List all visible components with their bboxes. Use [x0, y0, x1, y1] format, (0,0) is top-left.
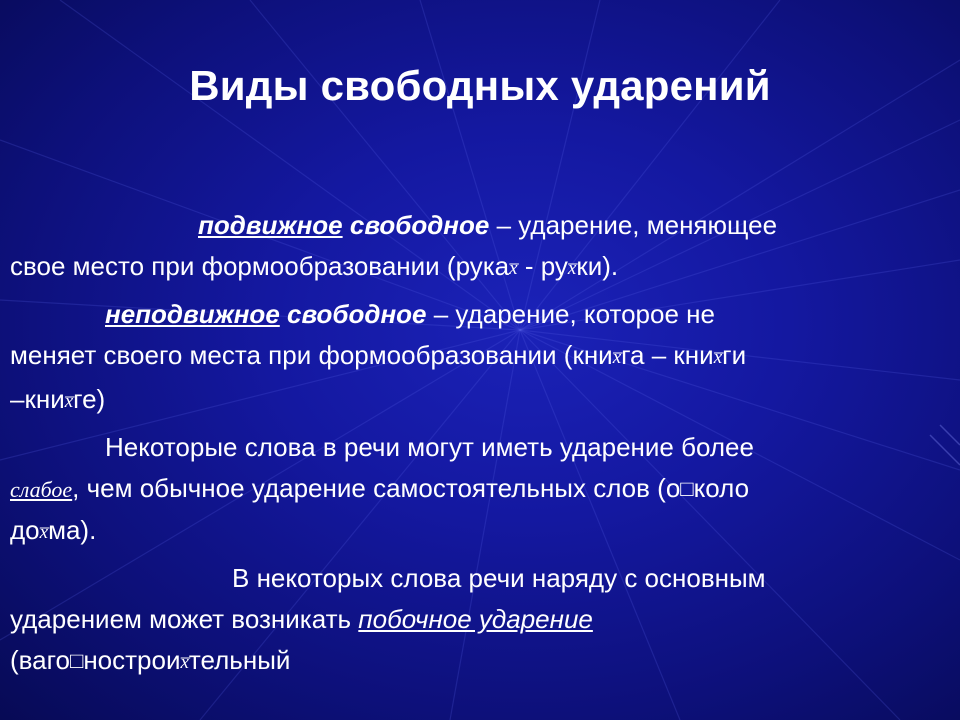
example-1b: ки). [576, 251, 619, 281]
slide-body [10, 205, 940, 688]
example-4b: нострои [83, 645, 181, 675]
paragraph-weak-stress [10, 427, 940, 554]
stress-mark: x̅ [713, 347, 723, 368]
paragraph-mobile-stress [10, 205, 940, 290]
example-3c: ма). [48, 515, 97, 545]
text-4a: В некоторых слова речи наряду с основным [232, 563, 766, 593]
stress-mark: x̅ [64, 391, 74, 412]
example-2a: га – кни [621, 340, 714, 370]
text-4b: ударением может возникать [10, 604, 359, 634]
definition-1a: – ударение, меняющее [489, 210, 778, 240]
missing-glyph-box: □ [680, 476, 694, 501]
paragraph-fixed-stress [10, 294, 940, 423]
definition-2b: меняет своего места при формообразовании (кни [10, 340, 613, 370]
term-fixed: неподвижное [105, 299, 280, 329]
term-mobile: подвижное [198, 210, 343, 240]
example-3b: до [10, 515, 40, 545]
example-3a: коло [693, 473, 750, 503]
text-3b: , чем обычное ударение самостоятельных слов (о [72, 473, 681, 503]
definition-1b: свое место при формообразовании (рука [10, 251, 510, 281]
example-4a: (ваго [10, 645, 71, 675]
term-free-1: свободное [349, 210, 490, 240]
example-4c: тельный [188, 645, 291, 675]
example-2b: ги [722, 340, 747, 370]
example-2d: ге) [73, 384, 106, 414]
stress-mark: x̅ [612, 347, 622, 368]
slide-title: Виды свободных ударений [189, 62, 771, 109]
example-2c: –кни [10, 384, 65, 414]
definition-2a: – ударение, которое не [426, 299, 715, 329]
stress-mark: x̅ [39, 522, 49, 543]
term-free-2: свободное [287, 299, 427, 329]
example-1a: - ру [517, 251, 568, 281]
paragraph-secondary-stress [10, 558, 940, 684]
term-secondary: побочное ударение [358, 604, 593, 634]
text-3a: Некоторые слова в речи могут иметь ударение более [105, 432, 754, 462]
stress-mark: x̅ [509, 258, 518, 279]
stress-mark: x̅ [567, 258, 577, 279]
stress-mark: x̅ [180, 652, 189, 673]
term-weak: слабое [10, 477, 73, 502]
missing-glyph-box: □ [70, 648, 84, 673]
